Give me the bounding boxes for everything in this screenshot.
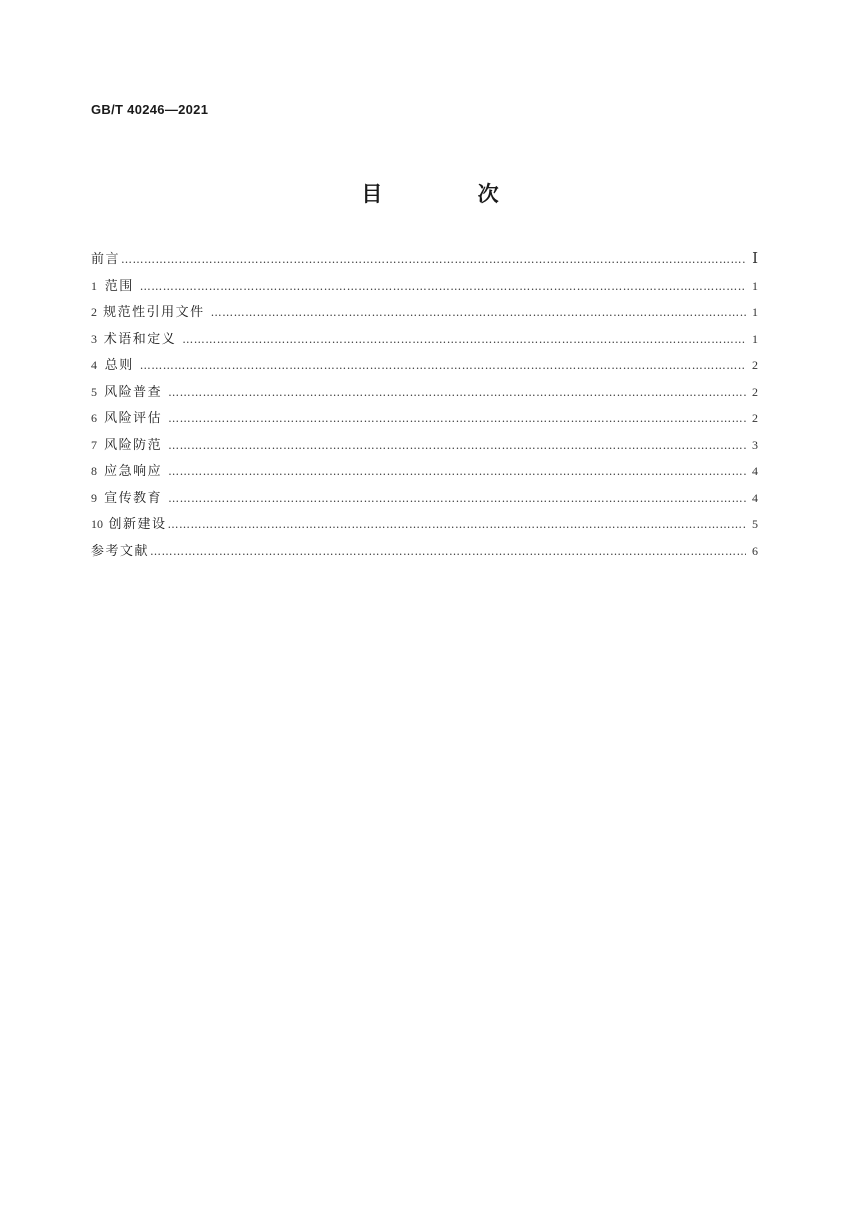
standard-code: GB/T 40246—2021 (91, 102, 209, 117)
toc-leader-dots (211, 300, 746, 327)
toc-entry-number: 5 (91, 384, 97, 399)
toc-entry-8[interactable] (91, 458, 758, 485)
toc-leader-dots (168, 406, 746, 433)
toc-entry-page: 1 (752, 331, 758, 346)
toc-entry-number: 4 (91, 358, 97, 372)
toc-entry-page: 2 (752, 384, 758, 399)
toc-entry-10[interactable] (91, 511, 758, 538)
toc-entry-6[interactable] (91, 405, 758, 432)
toc-entry-page: 2 (752, 358, 758, 372)
toc-entry-number: 2 (91, 305, 97, 319)
toc-entry-page: 3 (752, 437, 758, 452)
table-of-contents (91, 246, 758, 564)
toc-entry-label: 宣传教育 (104, 490, 163, 506)
toc-entry-label: 风险防范 (104, 437, 163, 453)
toc-entry-page: 1 (752, 278, 758, 293)
toc-leader-dots (168, 433, 746, 460)
toc-entry-page: 1 (752, 305, 758, 319)
toc-entry-4[interactable] (91, 352, 758, 379)
toc-entry-page: 4 (752, 464, 758, 478)
toc-leader-dots (121, 247, 746, 274)
toc-entry-7[interactable] (91, 432, 758, 459)
toc-entry-page: 5 (752, 517, 758, 531)
toc-entry-page: 4 (752, 490, 758, 505)
toc-leader-dots (140, 353, 746, 380)
toc-entry-2[interactable] (91, 299, 758, 326)
toc-leader-dots (182, 327, 746, 354)
toc-leader-dots (168, 512, 746, 539)
toc-entry-page: 2 (752, 411, 758, 425)
toc-entry-page: Ⅰ (752, 251, 758, 267)
toc-entry-number: 6 (91, 411, 97, 425)
toc-entry-number: 8 (91, 464, 97, 478)
toc-entry-label: 应急响应 (104, 464, 163, 479)
toc-leader-dots (168, 380, 746, 407)
toc-entry-3[interactable] (91, 326, 758, 353)
toc-entry-foreword[interactable] (91, 246, 758, 273)
toc-leader-dots (150, 539, 746, 566)
toc-entry-label: 创新建设 (108, 517, 167, 532)
toc-entry-number: 7 (91, 437, 97, 452)
toc-entry-label: 风险评估 (104, 411, 163, 426)
toc-entry-9[interactable] (91, 485, 758, 512)
toc-entry-label: 术语和定义 (103, 331, 177, 347)
toc-entry-label: 范围 (104, 278, 134, 294)
toc-entry-number: 10 (91, 517, 103, 531)
toc-leader-dots (168, 486, 746, 513)
toc-entry-number: 3 (91, 331, 97, 346)
toc-entry-label: 风险普查 (104, 384, 163, 400)
toc-entry-5[interactable] (91, 379, 758, 406)
toc-entry-number: 1 (91, 278, 97, 293)
toc-leader-dots (140, 274, 746, 301)
toc-leader-dots (168, 459, 746, 486)
toc-entry-label: 规范性引用文件 (103, 305, 205, 320)
toc-entry-number: 9 (91, 490, 97, 505)
toc-entry-label: 总则 (104, 358, 134, 373)
toc-entry-bibliography[interactable] (91, 538, 758, 565)
toc-entry-label: 前言 (91, 252, 121, 267)
toc-entry-page: 6 (752, 543, 758, 558)
toc-entry-1[interactable] (91, 273, 758, 300)
toc-entry-label: 参考文献 (91, 543, 150, 559)
page-title: 目 次 (361, 182, 543, 206)
